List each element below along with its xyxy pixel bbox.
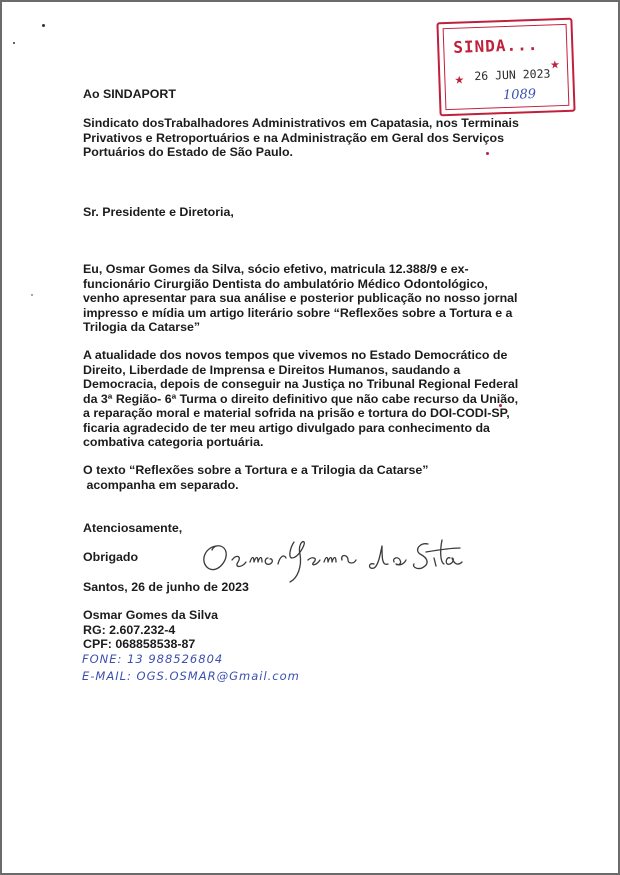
star-icon: ★ bbox=[454, 74, 465, 87]
speck-mark bbox=[31, 294, 33, 296]
paragraph-line: impresso e mídia um artigo literário sobre “Reflexões sobre a Tortura e a bbox=[83, 305, 513, 320]
star-icon: ★ bbox=[549, 59, 561, 72]
paragraph-line: O texto “Reflexões sobre a Tortura e a Trilogia da Catarse” bbox=[83, 463, 429, 477]
paragraph-line: acompanha em separado. bbox=[83, 477, 239, 492]
stamp-date: 26 JUN 2023 bbox=[474, 66, 551, 84]
recipient bbox=[83, 87, 176, 102]
union-line: Privativos e Retroportuários e na Administração em Geral dos Serviços bbox=[83, 130, 504, 145]
paragraph-1 bbox=[83, 262, 518, 335]
paragraph-line: venho apresentar para sua análise e posterior publicação no nosso jornal bbox=[83, 291, 518, 305]
place-date-line: Santos, 26 de junho de 2023 bbox=[83, 580, 249, 594]
thanks bbox=[83, 550, 138, 565]
paragraph-3 bbox=[83, 463, 428, 492]
paragraph-2 bbox=[83, 348, 518, 450]
stamp-title: SINDA... bbox=[452, 34, 539, 57]
paragraph-line: Direito, Liberdade de Imprensa e Direitos Humanos, saudando a bbox=[83, 362, 461, 377]
union-line: Portuários do Estado de São Paulo. bbox=[83, 145, 293, 159]
union-name bbox=[83, 116, 519, 160]
closing bbox=[83, 521, 182, 536]
salutation bbox=[83, 205, 234, 220]
handwritten-phone: FONE: 13 988526804 bbox=[82, 652, 224, 666]
handwritten-email: E-MAIL: OGS.OSMAR@Gmail.com bbox=[82, 669, 300, 683]
speck-mark bbox=[42, 24, 45, 27]
salutation-line: Sr. Presidente e Diretoria, bbox=[83, 205, 234, 219]
sender-name: Osmar Gomes da Silva bbox=[83, 608, 218, 622]
paragraph-line: ficaria agradecido de ter meu artigo divulgado para conhecimento da bbox=[83, 420, 490, 435]
sender-cpf: CPF: 068858538-87 bbox=[83, 637, 196, 651]
paragraph-line: Democracia, depois de conseguir na Justiça no Tribunal Regional Federal bbox=[83, 377, 519, 391]
place-date bbox=[83, 580, 249, 595]
recipient-line: Ao SINDAPORT bbox=[83, 87, 176, 101]
sender-block bbox=[83, 608, 218, 652]
union-line: Sindicato dosTrabalhadores Administrativos em Capatasia, nos Terminais bbox=[83, 116, 519, 130]
paragraph-line: a reparação moral e material sofrida na prisão e tortura do DOI-CODI-SP, bbox=[83, 406, 510, 420]
sender-rg: RG: 2.607.232-4 bbox=[83, 622, 176, 637]
paragraph-line: funcionário Cirurgião Dentista do ambulatório Médico Odontológico, bbox=[83, 276, 488, 291]
paragraph-line: combativa categoria portuária. bbox=[83, 435, 264, 449]
received-stamp bbox=[436, 18, 575, 117]
paragraph-line: da 3ª Região- 6ª Turma o direito definitivo que não cabe recurso da União, bbox=[83, 391, 519, 406]
stamp-number: 1089 bbox=[502, 86, 537, 104]
paragraph-line: Trilogia da Catarse” bbox=[83, 320, 201, 334]
paragraph-line: A atualidade dos novos tempos que vivemos no Estado Democrático de bbox=[83, 348, 508, 362]
paragraph-line: Eu, Osmar Gomes da Silva, sócio efetivo, matricula 12.388/9 e ex- bbox=[83, 262, 469, 276]
thanks-line: Obrigado bbox=[83, 550, 139, 564]
speck-mark bbox=[13, 42, 15, 44]
closing-line: Atenciosamente, bbox=[83, 521, 183, 535]
